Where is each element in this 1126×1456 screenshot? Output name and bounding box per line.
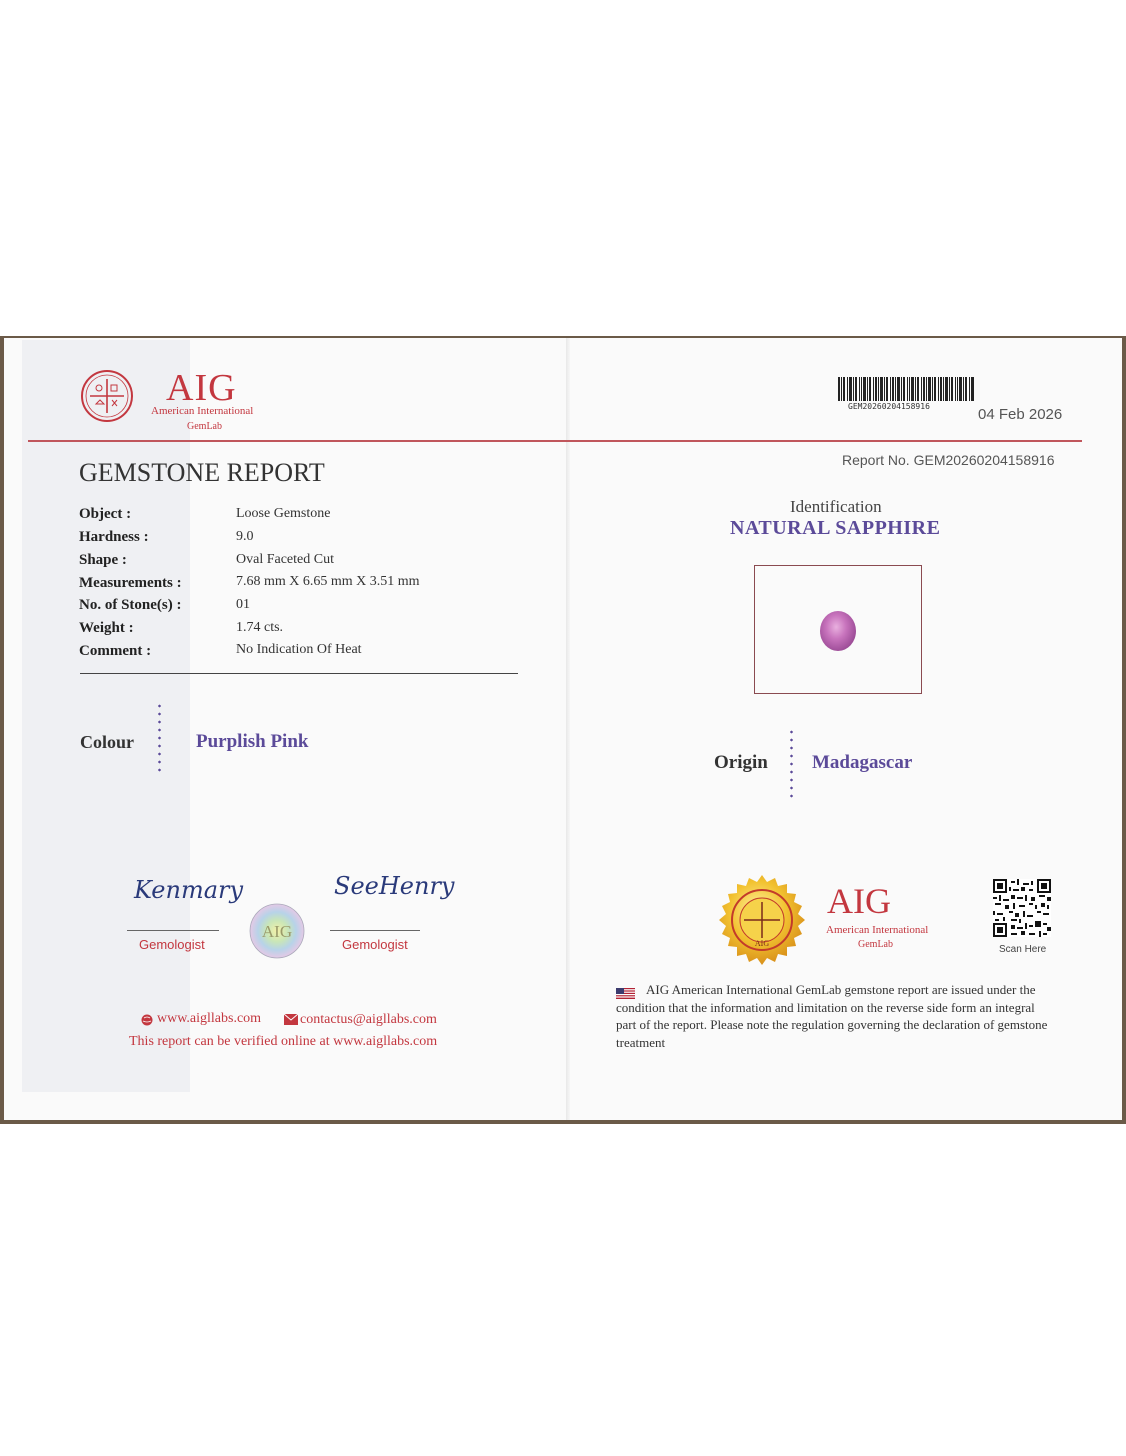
- field-label-shape: Shape :: [79, 552, 127, 568]
- website-link[interactable]: www.aigllabs.com: [157, 1011, 262, 1026]
- field-value-object: Loose Gemstone: [236, 506, 331, 521]
- gemstone-image: [820, 611, 856, 651]
- seal-text: AIG: [754, 939, 770, 948]
- hologram-seal-icon: [248, 902, 306, 960]
- center-fold: [566, 338, 570, 1120]
- gold-seal-icon: [716, 874, 808, 966]
- report-number: Report No. GEM20260204158916: [842, 452, 1055, 468]
- origin-dotted-separator: [790, 728, 793, 798]
- globe-icon: [141, 1014, 153, 1026]
- gemologist-label-2: Gemologist: [342, 937, 408, 952]
- scan-here-label: Scan Here: [999, 944, 1047, 955]
- colour-label: Colour: [80, 732, 134, 752]
- field-label-hardness: Hardness :: [79, 529, 149, 545]
- hologram-text: AIG: [261, 922, 293, 941]
- field-value-stones: 01: [236, 597, 250, 612]
- barcode-icon: [838, 377, 974, 401]
- envelope-icon: [284, 1014, 298, 1025]
- brand-subtitle-large: American International: [826, 924, 929, 936]
- report-title: GEMSTONE REPORT: [79, 458, 325, 487]
- brand-subtitle-2: GemLab: [187, 421, 222, 432]
- fields-divider: [80, 673, 518, 674]
- barcode-number: GEM20260204158916: [848, 402, 930, 411]
- brand-logo-text-large: AIG: [827, 881, 891, 921]
- field-label-object: Object :: [79, 506, 132, 522]
- field-label-comment: Comment :: [79, 643, 152, 659]
- field-value-measurements: 7.68 mm X 6.65 mm X 3.51 mm: [236, 574, 420, 589]
- disclaimer-text: AIG American International GemLab gemstone report are issued under the condition that the information and limitation on the reverse side form an integral part of the report. Please note the regulation governing the declaration of gemstone treatment: [616, 982, 1048, 1050]
- header-divider: [28, 440, 1082, 442]
- field-value-weight: 1.74 cts.: [236, 620, 284, 635]
- colour-dotted-separator: [158, 702, 161, 772]
- origin-label: Origin: [714, 752, 768, 773]
- signature-line-1: [127, 930, 219, 931]
- field-label-stones: No. of Stone(s) :: [79, 597, 182, 613]
- field-label-measurements: Measurements :: [79, 575, 182, 591]
- field-value-shape: Oval Faceted Cut: [236, 552, 334, 567]
- plastic-sleeve-sheen: [22, 340, 190, 1092]
- qr-code-icon[interactable]: [993, 879, 1051, 937]
- report-date: 04 Feb 2026: [978, 406, 1063, 423]
- brand-logo-text: AIG: [166, 367, 237, 409]
- identification-label: Identification: [790, 497, 882, 516]
- origin-value: Madagascar: [812, 752, 913, 773]
- field-label-weight: Weight :: [79, 620, 134, 636]
- colour-value: Purplish Pink: [196, 731, 309, 752]
- field-value-comment: No Indication Of Heat: [236, 642, 362, 657]
- signature-1: Kenmary: [134, 876, 244, 904]
- brand-subtitle: American International: [151, 405, 254, 417]
- signature-2: SeeHenry: [334, 872, 455, 900]
- field-value-hardness: 9.0: [236, 529, 254, 544]
- email-link[interactable]: contactus@aigllabs.com: [300, 1012, 437, 1027]
- verify-note: This report can be verified online at www.aigllabs.com: [129, 1034, 438, 1049]
- brand-subtitle-large-2: GemLab: [858, 939, 893, 950]
- identification-value: NATURAL SAPPHIRE: [730, 517, 941, 539]
- gemologist-label-1: Gemologist: [139, 937, 205, 952]
- aig-logo-icon: [80, 369, 134, 423]
- signature-line-2: [330, 930, 420, 931]
